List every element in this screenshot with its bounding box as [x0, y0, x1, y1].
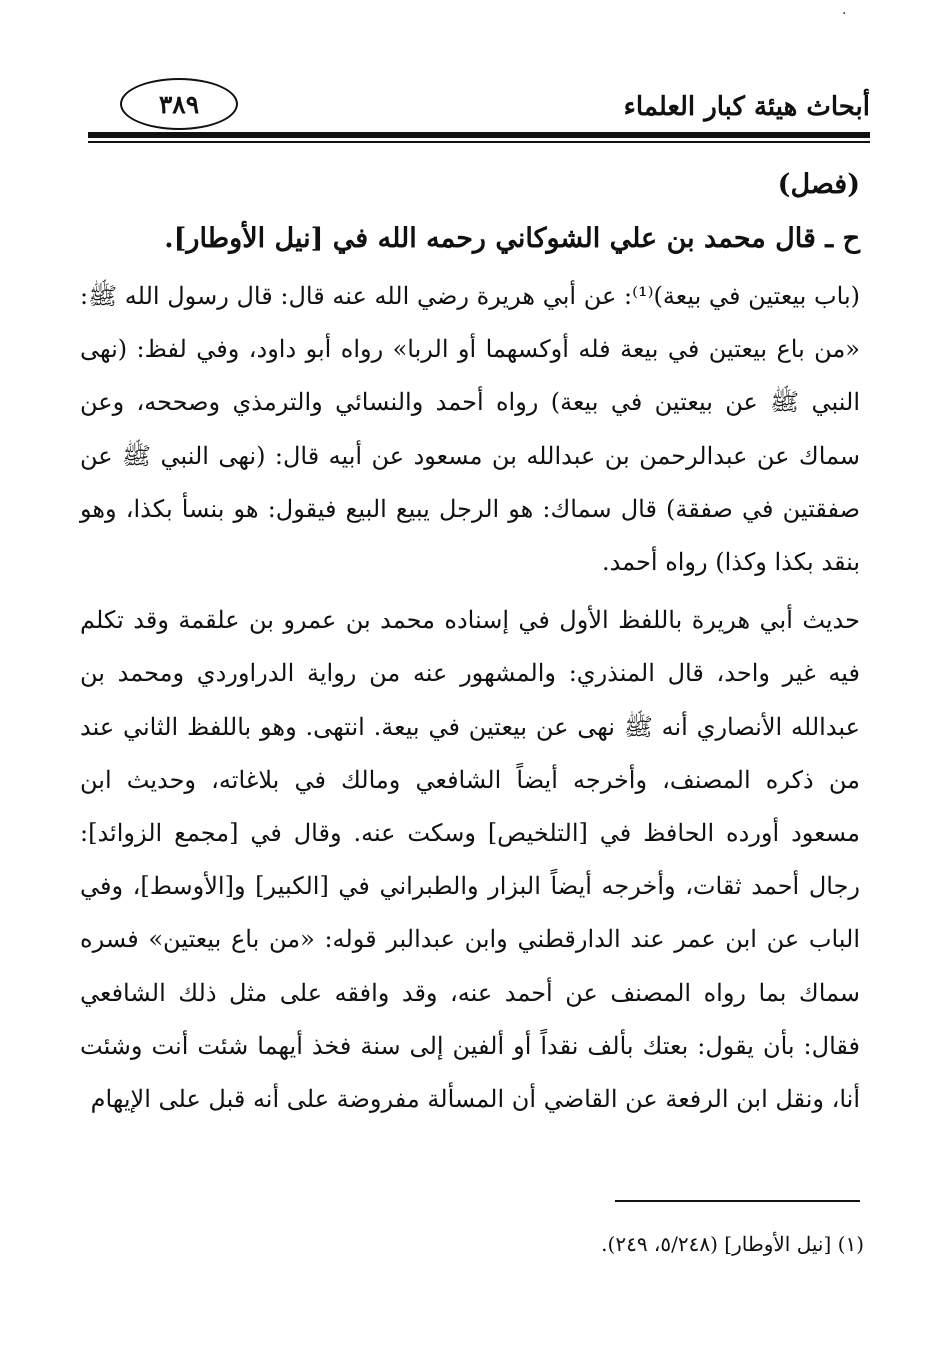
footnote-divider	[615, 1200, 860, 1202]
section-heading: (فصل)	[777, 169, 860, 200]
footnote: (١) [نيل الأوطار] (٥/٢٤٨، ٢٤٩).	[601, 1232, 864, 1256]
main-content	[80, 162, 860, 1126]
header-rule-thick	[88, 132, 870, 138]
paragraph-hadith: (باب بيعتين في بيعة)⁽¹⁾: عن أبي هريرة رضي الله عنه قال: قال رسول الله ﷺ: «من باع بيعتين في بيعة فله أوكسهما أو الربا» رواه أبو داود، وفي لفظ: (نهى النبي ﷺ عن بيعتين في بيعة) رواه أحمد والنسائي والترمذي وصححه، وعن سماك عن عبدالرحمن بن عبدالله بن مسعود عن أبيه قال: (نهى النبي ﷺ عن صفقتين في صفقة) قال سماك: هو الرجل يبيع البيع فيقول: هو بنسأ بكذا، وهو بنقد بكذا وكذا) رواه أحمد.	[80, 282, 860, 577]
scan-mark: ·	[842, 6, 847, 22]
header-rule-thin	[88, 141, 870, 143]
page-number: ٣٨٩	[120, 78, 238, 130]
page-header	[88, 78, 870, 148]
book-title: أبحاث هيئة كبار العلماء	[623, 92, 870, 122]
paragraph-commentary: حديث أبي هريرة باللفظ الأول في إسناده محمد بن عمرو بن علقمة وقد تكلم فيه غير واحد، قال المنذري: والمشهور عنه من رواية الدراوردي ومحمد بن عبدالله الأنصاري أنه ﷺ نهى عن بيعتين في بيعة. انتهى. وهو باللفظ الثاني عند من ذكره المصنف، وأخرجه أيضاً الشافعي ومالك في بلاغاته، وحديث ابن مسعود أورده الحافظ في [التلخيص] وسكت عنه. وقال في [مجمع الزوائد]: رجال أحمد ثقات، وأخرجه أيضاً البزار والطبراني في [الكبير] و[الأوسط]، وفي الباب عن ابن عمر عند الدارقطني وابن عبدالبر قوله: «من باع بيعتين» فسره سماك بما رواه المصنف عن أحمد عنه، وقد وافقه على مثل ذلك الشافعي فقال: بأن يقول: بعتك بألف نقداً أو ألفين إلى سنة فخذ أيهما شئت أنت وشئت أنا، ونقل ابن الرفعة عن القاضي أن المسألة مفروضة على أنه قبل على الإيهام	[80, 606, 860, 1114]
section-subheading: ح ـ قال محمد بن علي الشوكاني رحمه الله في [نيل الأوطار].	[164, 223, 860, 254]
